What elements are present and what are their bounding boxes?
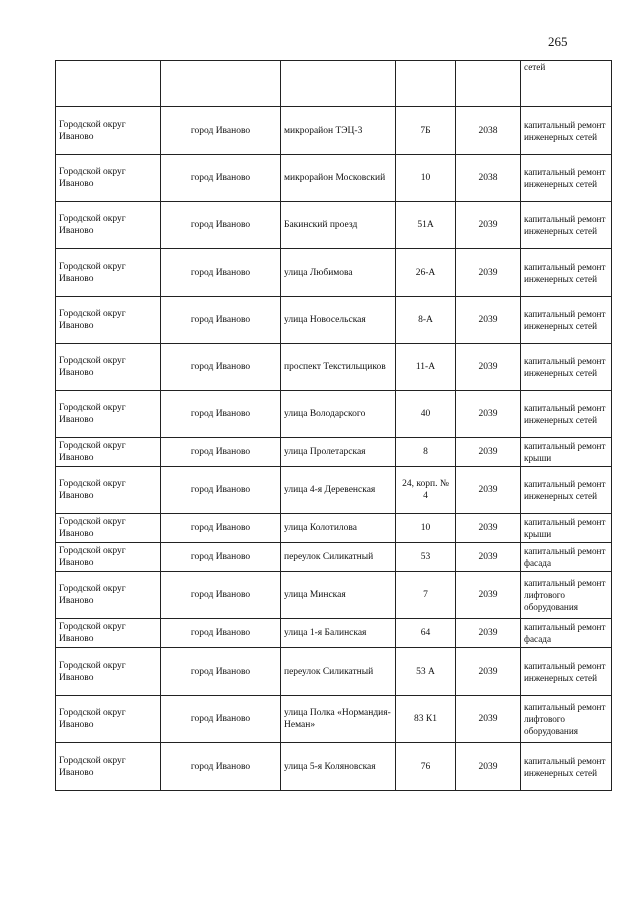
year-cell: 2039 (456, 467, 521, 514)
street-cell (281, 61, 396, 107)
year-cell: 2039 (456, 438, 521, 467)
work-type-cell: капитальный ремонт инженерных сетей (521, 297, 612, 344)
city-cell (161, 61, 281, 107)
street-cell: улица 5-я Коляновская (281, 743, 396, 791)
district-cell: Городской округ Иваново (56, 572, 161, 619)
year-cell: 2039 (456, 696, 521, 743)
year-cell: 2038 (456, 107, 521, 155)
table-row (56, 467, 612, 514)
district-cell: Городской округ Иваново (56, 514, 161, 543)
street-cell: переулок Силикатный (281, 543, 396, 572)
table-row (56, 619, 612, 648)
work-type-cell: капитальный ремонт инженерных сетей (521, 155, 612, 202)
work-type-cell: капитальный ремонт лифтового оборудования (521, 572, 612, 619)
district-cell (56, 61, 161, 107)
house-cell: 26-А (396, 249, 456, 297)
city-cell: город Иваново (161, 648, 281, 696)
district-cell: Городской округ Иваново (56, 648, 161, 696)
work-type-cell: капитальный ремонт крыши (521, 438, 612, 467)
street-cell: улица 1-я Балинская (281, 619, 396, 648)
table-body (56, 61, 612, 791)
district-cell: Городской округ Иваново (56, 249, 161, 297)
work-type-cell: капитальный ремонт инженерных сетей (521, 202, 612, 249)
year-cell: 2039 (456, 743, 521, 791)
street-cell: микрорайон Московский (281, 155, 396, 202)
year-cell: 2039 (456, 391, 521, 438)
house-cell: 7 (396, 572, 456, 619)
continuation-row (56, 61, 612, 107)
work-type-cell: капитальный ремонт фасада (521, 543, 612, 572)
year-cell: 2039 (456, 514, 521, 543)
district-cell: Городской округ Иваново (56, 202, 161, 249)
work-type-cell: капитальный ремонт крыши (521, 514, 612, 543)
street-cell: улица Колотилова (281, 514, 396, 543)
district-cell: Городской округ Иваново (56, 297, 161, 344)
year-cell: 2038 (456, 155, 521, 202)
table-row (56, 648, 612, 696)
house-cell: 83 К1 (396, 696, 456, 743)
table-row (56, 297, 612, 344)
work-type-cell: сетей (521, 61, 612, 107)
house-cell: 24, корп. № 4 (396, 467, 456, 514)
house-cell: 51А (396, 202, 456, 249)
table-row (56, 696, 612, 743)
work-type-cell: капитальный ремонт инженерных сетей (521, 344, 612, 391)
house-cell: 53 (396, 543, 456, 572)
table-row (56, 202, 612, 249)
page-number: 265 (548, 34, 568, 49)
year-cell (456, 61, 521, 107)
district-cell: Городской округ Иваново (56, 344, 161, 391)
house-cell: 64 (396, 619, 456, 648)
house-cell: 7Б (396, 107, 456, 155)
house-cell: 8 (396, 438, 456, 467)
city-cell: город Иваново (161, 107, 281, 155)
district-cell: Городской округ Иваново (56, 743, 161, 791)
year-cell: 2039 (456, 619, 521, 648)
work-type-cell: капитальный ремонт инженерных сетей (521, 391, 612, 438)
house-cell (396, 61, 456, 107)
house-cell: 76 (396, 743, 456, 791)
table-row (56, 514, 612, 543)
housing-repair-table (55, 60, 612, 791)
work-type-cell: капитальный ремонт инженерных сетей (521, 107, 612, 155)
district-cell: Городской округ Иваново (56, 107, 161, 155)
work-type-cell: капитальный ремонт инженерных сетей (521, 743, 612, 791)
street-cell: улица Полка «Нормандия-Неман» (281, 696, 396, 743)
city-cell: город Иваново (161, 438, 281, 467)
work-type-cell: капитальный ремонт инженерных сетей (521, 467, 612, 514)
street-cell: переулок Силикатный (281, 648, 396, 696)
year-cell: 2039 (456, 249, 521, 297)
city-cell: город Иваново (161, 514, 281, 543)
city-cell: город Иваново (161, 297, 281, 344)
year-cell: 2039 (456, 297, 521, 344)
street-cell: улица Любимова (281, 249, 396, 297)
city-cell: город Иваново (161, 619, 281, 648)
district-cell: Городской округ Иваново (56, 155, 161, 202)
city-cell: город Иваново (161, 391, 281, 438)
year-cell: 2039 (456, 543, 521, 572)
district-cell: Городской округ Иваново (56, 543, 161, 572)
work-type-cell: капитальный ремонт инженерных сетей (521, 648, 612, 696)
work-type-cell: капитальный ремонт инженерных сетей (521, 249, 612, 297)
street-cell: улица Володарского (281, 391, 396, 438)
year-cell: 2039 (456, 572, 521, 619)
house-cell: 10 (396, 514, 456, 543)
street-cell: улица Новосельская (281, 297, 396, 344)
table-row (56, 107, 612, 155)
table-row (56, 572, 612, 619)
work-type-cell: капитальный ремонт фасада (521, 619, 612, 648)
table-row (56, 743, 612, 791)
house-cell: 10 (396, 155, 456, 202)
year-cell: 2039 (456, 344, 521, 391)
street-cell: микрорайон ТЭЦ-3 (281, 107, 396, 155)
table-row (56, 155, 612, 202)
house-cell: 8-А (396, 297, 456, 344)
street-cell: улица 4-я Деревенская (281, 467, 396, 514)
city-cell: город Иваново (161, 572, 281, 619)
district-cell: Городской округ Иваново (56, 438, 161, 467)
city-cell: город Иваново (161, 467, 281, 514)
street-cell: Бакинский проезд (281, 202, 396, 249)
house-cell: 53 А (396, 648, 456, 696)
district-cell: Городской округ Иваново (56, 619, 161, 648)
table-row (56, 391, 612, 438)
work-type-cell: капитальный ремонт лифтового оборудования (521, 696, 612, 743)
city-cell: город Иваново (161, 696, 281, 743)
city-cell: город Иваново (161, 344, 281, 391)
table-row (56, 543, 612, 572)
city-cell: город Иваново (161, 543, 281, 572)
year-cell: 2039 (456, 648, 521, 696)
district-cell: Городской округ Иваново (56, 467, 161, 514)
district-cell: Городской округ Иваново (56, 391, 161, 438)
city-cell: город Иваново (161, 249, 281, 297)
house-cell: 40 (396, 391, 456, 438)
city-cell: город Иваново (161, 202, 281, 249)
street-cell: проспект Текстильщиков (281, 344, 396, 391)
year-cell: 2039 (456, 202, 521, 249)
table-row (56, 249, 612, 297)
city-cell: город Иваново (161, 155, 281, 202)
street-cell: улица Минская (281, 572, 396, 619)
house-cell: 11-А (396, 344, 456, 391)
city-cell: город Иваново (161, 743, 281, 791)
table-row (56, 344, 612, 391)
street-cell: улица Пролетарская (281, 438, 396, 467)
table-row (56, 438, 612, 467)
district-cell: Городской округ Иваново (56, 696, 161, 743)
